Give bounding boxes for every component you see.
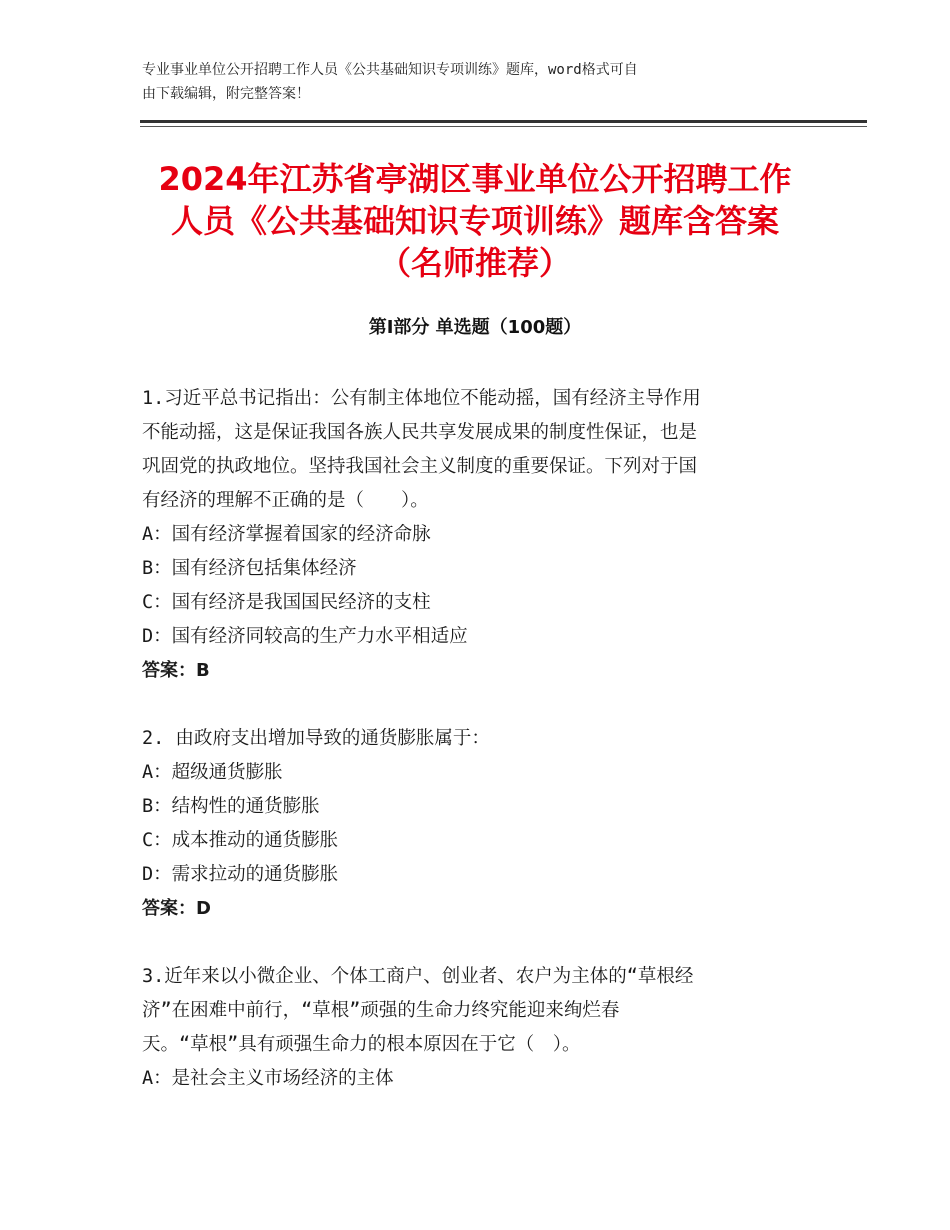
question-3 [142, 960, 812, 1096]
question-1-option-b: B：国有经济包括集体经济 [142, 558, 357, 579]
question-3-stem-line-3: 天。“草根”具有顽强生命力的根本原因在于它（ ）。 [142, 1034, 581, 1055]
question-2-option-a: A：超级通货膨胀 [142, 762, 283, 783]
section-heading: 第I部分 单选题（100题） [368, 317, 582, 338]
question-1-option-a: A：国有经济掌握着国家的经济命脉 [142, 524, 431, 545]
document-title-line-2: 人员《公共基础知识专项训练》题库含答案 [170, 202, 779, 240]
header-divider-thin [140, 126, 867, 127]
header-note-line-2: 由下载编辑，附完整答案！ [142, 86, 310, 102]
question-1-option-d: D：国有经济同较高的生产力水平相适应 [142, 626, 468, 647]
question-2-option-c: C：成本推动的通货膨胀 [142, 830, 339, 851]
document-title [140, 158, 810, 284]
document-title-line-3: （名师推荐） [378, 244, 571, 282]
header-note-line-1: 专业事业单位公开招聘工作人员《公共基础知识专项训练》题库，word格式可自 [142, 62, 638, 78]
question-1-stem-line-3: 巩固党的执政地位。坚持我国社会主义制度的重要保证。下列对于国 [142, 456, 698, 477]
question-1 [142, 382, 812, 688]
question-1-stem-line-4: 有经济的理解不正确的是（ ）。 [142, 490, 429, 511]
question-3-option-a: A：是社会主义市场经济的主体 [142, 1068, 394, 1089]
header-note [142, 58, 812, 106]
question-3-stem-line-1: 3.近年来以小微企业、个体工商户、创业者、农户为主体的“草根经 [142, 966, 694, 987]
question-2-answer: 答案：D [142, 898, 211, 919]
question-2 [142, 722, 812, 926]
question-1-stem-line-2: 不能动摇，这是保证我国各族人民共享发展成果的制度性保证，也是 [142, 422, 698, 443]
question-3-stem-line-2: 济”在困难中前行，“草根”顽强的生命力终究能迎来绚烂春 [142, 1000, 620, 1021]
header-divider-thick [140, 120, 867, 123]
question-2-stem-line-1: 2. 由政府支出增加导致的通货膨胀属于： [142, 728, 490, 749]
question-2-option-d: D：需求拉动的通货膨胀 [142, 864, 339, 885]
question-1-stem-line-1: 1.习近平总书记指出：公有制主体地位不能动摇，国有经济主导作用 [142, 388, 701, 409]
question-2-option-b: B：结构性的通货膨胀 [142, 796, 320, 817]
document-title-line-1: 2024年江苏省亭湖区事业单位公开招聘工作 [158, 160, 792, 198]
question-1-option-c: C：国有经济是我国国民经济的支柱 [142, 592, 431, 613]
question-1-answer: 答案：B [142, 660, 210, 681]
